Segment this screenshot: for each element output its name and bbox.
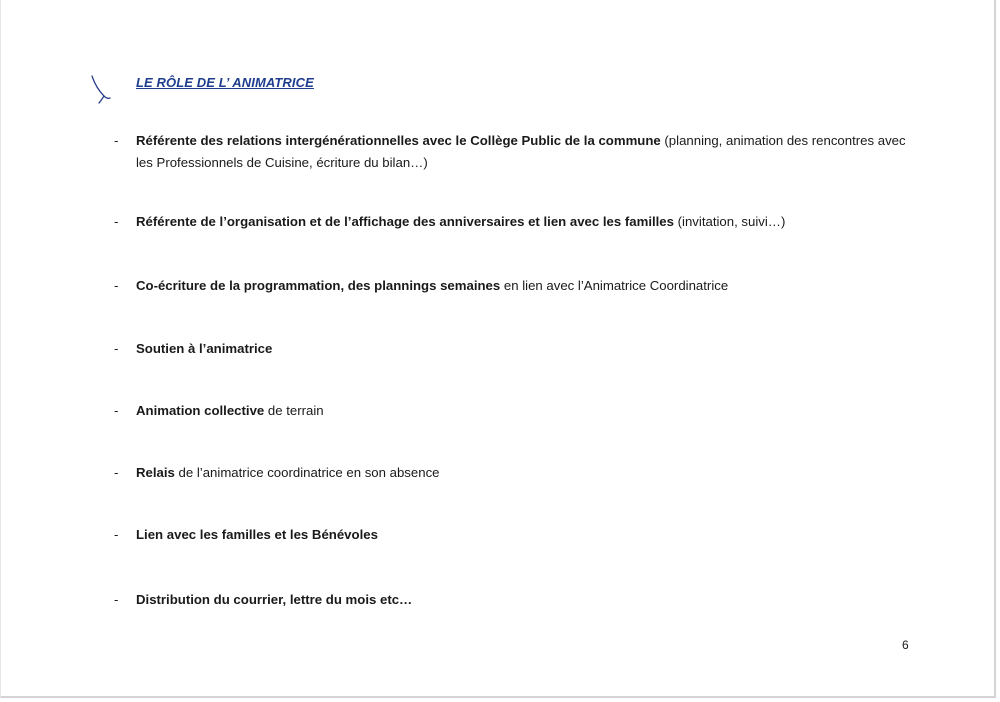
list-item-text <box>136 130 914 174</box>
list-item-text <box>136 211 914 233</box>
bullet-dash: - <box>114 527 119 542</box>
list-item-rest: (planning, animation des rencontres avec les Professionnels de Cuisine, écriture du bilan…) <box>136 133 906 170</box>
scan-edge <box>0 0 1 698</box>
list-item-text <box>136 400 914 422</box>
page-number: 6 <box>902 638 909 652</box>
list-item-text <box>136 462 914 484</box>
bullet-dash: - <box>114 403 119 418</box>
list-item-bold: Animation collective <box>136 403 265 418</box>
bullet-dash: - <box>114 341 119 356</box>
list-item-bold: Référente de l’organisation et de l’affichage des anniversaires et lien avec les familles <box>136 214 674 229</box>
list-item-text <box>136 338 914 360</box>
bullet-dash: - <box>114 214 119 229</box>
list-item-text <box>136 524 914 546</box>
list-item-rest: de terrain <box>264 403 324 418</box>
list-item-bold: Co-écriture de la programmation, des plannings semaines <box>136 278 501 293</box>
list-item-rest: (invitation, suivi…) <box>673 214 786 229</box>
bullet-dash: - <box>114 133 119 148</box>
list-item-rest: de l’animatrice coordinatrice en son absence <box>174 465 440 480</box>
list-item-bold: Lien avec les familles et les Bénévoles <box>136 527 378 542</box>
list-item-rest: en lien avec l’Animatrice Coordinatrice <box>500 278 729 293</box>
section-heading: LE RÔLE DE L’ ANIMATRICE <box>136 75 314 90</box>
list-item-bold: Distribution du courrier, lettre du mois etc… <box>136 592 413 607</box>
list-item-text <box>136 275 914 297</box>
list-item-bold: Relais <box>136 465 175 480</box>
bullet-dash: - <box>114 278 119 293</box>
bullet-dash: - <box>114 592 119 607</box>
list-item-bold: Soutien à l’animatrice <box>136 341 273 356</box>
hand-drawn-check-mark-icon <box>88 72 116 104</box>
list-item-text <box>136 589 914 611</box>
list-item-bold: Référente des relations intergénérationnelles avec le Collège Public de la commune <box>136 133 661 148</box>
bullet-dash: - <box>114 465 119 480</box>
